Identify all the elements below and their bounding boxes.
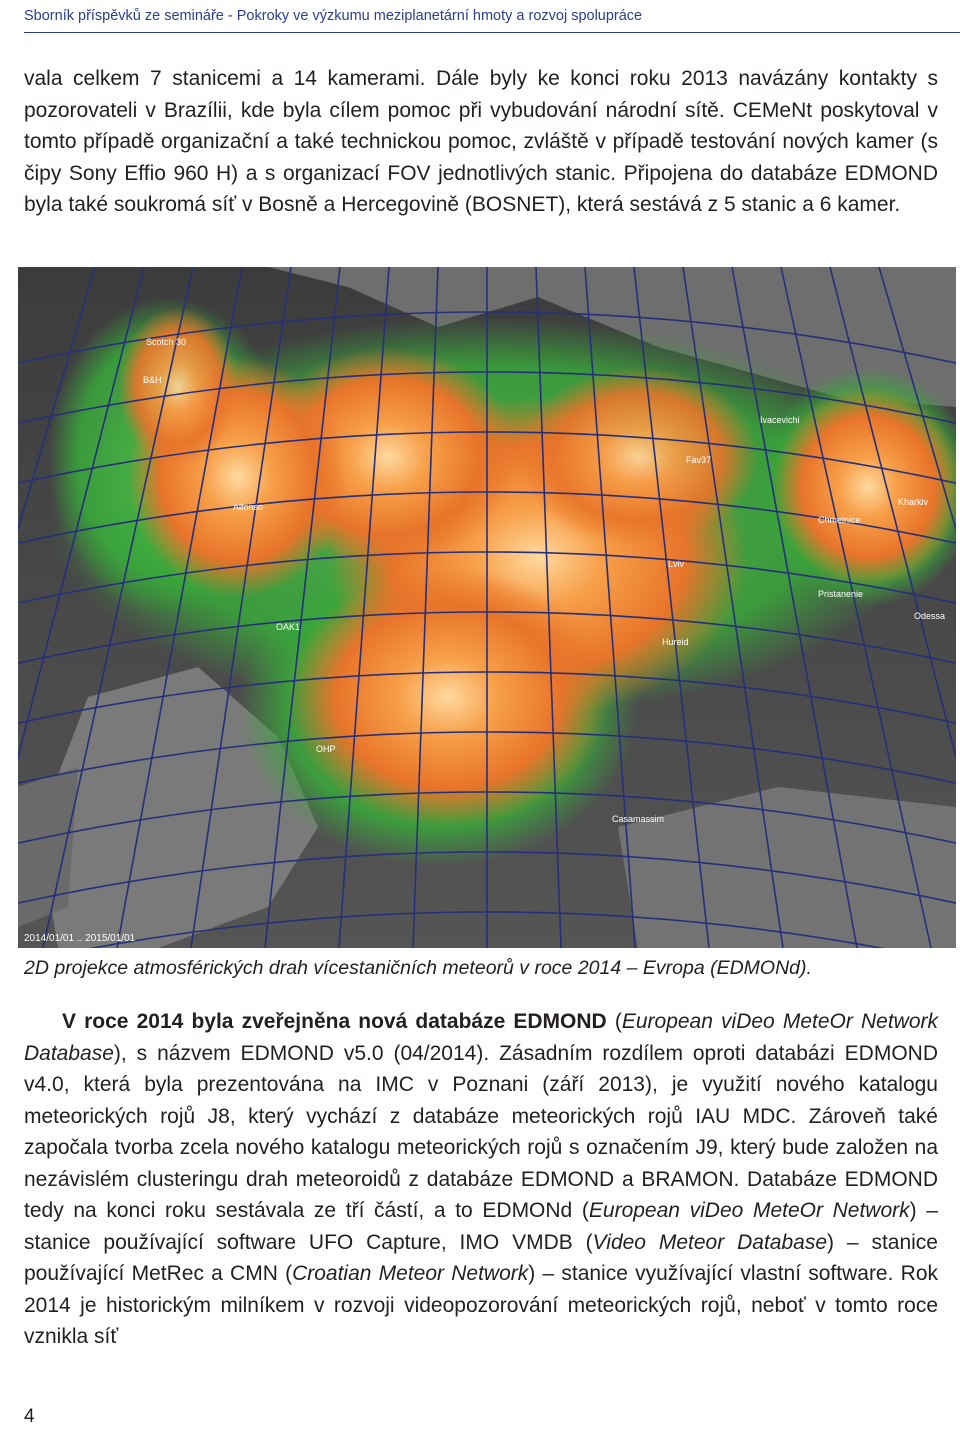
paragraph-text: ) – stanice používající software UFO Capture, IMO VMDB ( xyxy=(24,1199,938,1254)
station-label: Fav37 xyxy=(686,455,712,465)
station-label: OHP xyxy=(316,744,336,754)
running-header: Sborník příspěvků ze semináře - Pokroky ve výzkumu meziplanetární hmoty a rozvoj spolupráce xyxy=(24,8,643,24)
station-label: Hureid xyxy=(662,637,689,647)
paragraph-edmond xyxy=(24,1006,938,1353)
paragraph-text: ) – stanice používající MetRec a CMN ( xyxy=(24,1230,938,1285)
header-rule xyxy=(24,32,960,33)
page-number: 4 xyxy=(24,1406,35,1427)
station-label: Pristanenie xyxy=(818,589,864,599)
station-label: B&H xyxy=(143,375,162,385)
station-label: Ivacevichi xyxy=(760,415,800,425)
paragraph-intro: vala celkem 7 stanicemi a 14 kamerami. Dále byly ke konci roku 2013 navázány kontakty s pozorovateli v Brazílii, kde byla cílem pomoc při vybudování národní sítě. CEMeNt poskytoval v tomto případě organizační a také technickou pomoc, zvláště v případě testování nových kamer (s čipy Sony Effio 960 H) a s organizací FOV jednotlivých stanic. Připojena do databáze EDMOND byla také soukromá síť v Bosně a Hercegovině (BOSNET), která sestává z 5 stanic a 6 kamer. xyxy=(24,67,938,216)
station-label: OAK1 xyxy=(276,622,301,632)
paragraph-text: ( xyxy=(606,1010,622,1033)
figure-caption: 2D projekce atmosférických drah vícestaničních meteorů v roce 2014 – Evropa (EDMONd). xyxy=(24,957,812,979)
date-range-label: 2014/01/01 .. 2015/01/01 xyxy=(24,933,136,944)
paragraph-text: ) – stanice využívající vlastní software. Rok 2014 je historickým milníkem v rozvoji videopozorování meteorických rojů, neboť v tomto roce vznikla síť xyxy=(24,1262,939,1348)
station-label: Casamassim xyxy=(612,814,665,824)
station-label: Lviv xyxy=(668,559,685,569)
paragraph-italic: Croatian Meteor Network xyxy=(292,1262,529,1285)
meteor-map-figure xyxy=(18,267,956,948)
paragraph-italic: Video Meteor Database xyxy=(592,1230,828,1254)
station-label: Scotch 30 xyxy=(146,337,187,347)
station-label: Odessa xyxy=(914,611,946,621)
paragraph-italic: European viDeo MeteOr Network Database xyxy=(24,1010,938,1065)
meteor-map xyxy=(18,267,956,948)
station-label: Kharkiv xyxy=(898,497,929,507)
paragraph-bold-intro: V roce 2014 byla zveřejněna nová databáze EDMOND xyxy=(62,1010,607,1033)
paragraph-italic: European viDeo MeteOr Network xyxy=(588,1199,910,1222)
paragraph-text: ), s názvem EDMOND v5.0 (04/2014). Zásadním rozdílem oproti databázi EDMOND v4.0, která byla prezentována na IMC v Poznani (září 2013), je využití nového katalogu meteorických rojů J8, který vychází z databáze meteorických rojů IAU MDC. Zároveň také započala tvorba zcela nového katalogu meteorických rojů s označením J9, který bude založen na nezávislém clusteringu drah meteoroidů z databáze EDMOND a BRAMON. Databáze EDMOND tedy na konci roku sestávala ze tří částí, a to EDMONd ( xyxy=(24,1041,938,1222)
station-label: Alfonso xyxy=(233,502,264,512)
station-label: Chmelnice xyxy=(818,515,861,525)
